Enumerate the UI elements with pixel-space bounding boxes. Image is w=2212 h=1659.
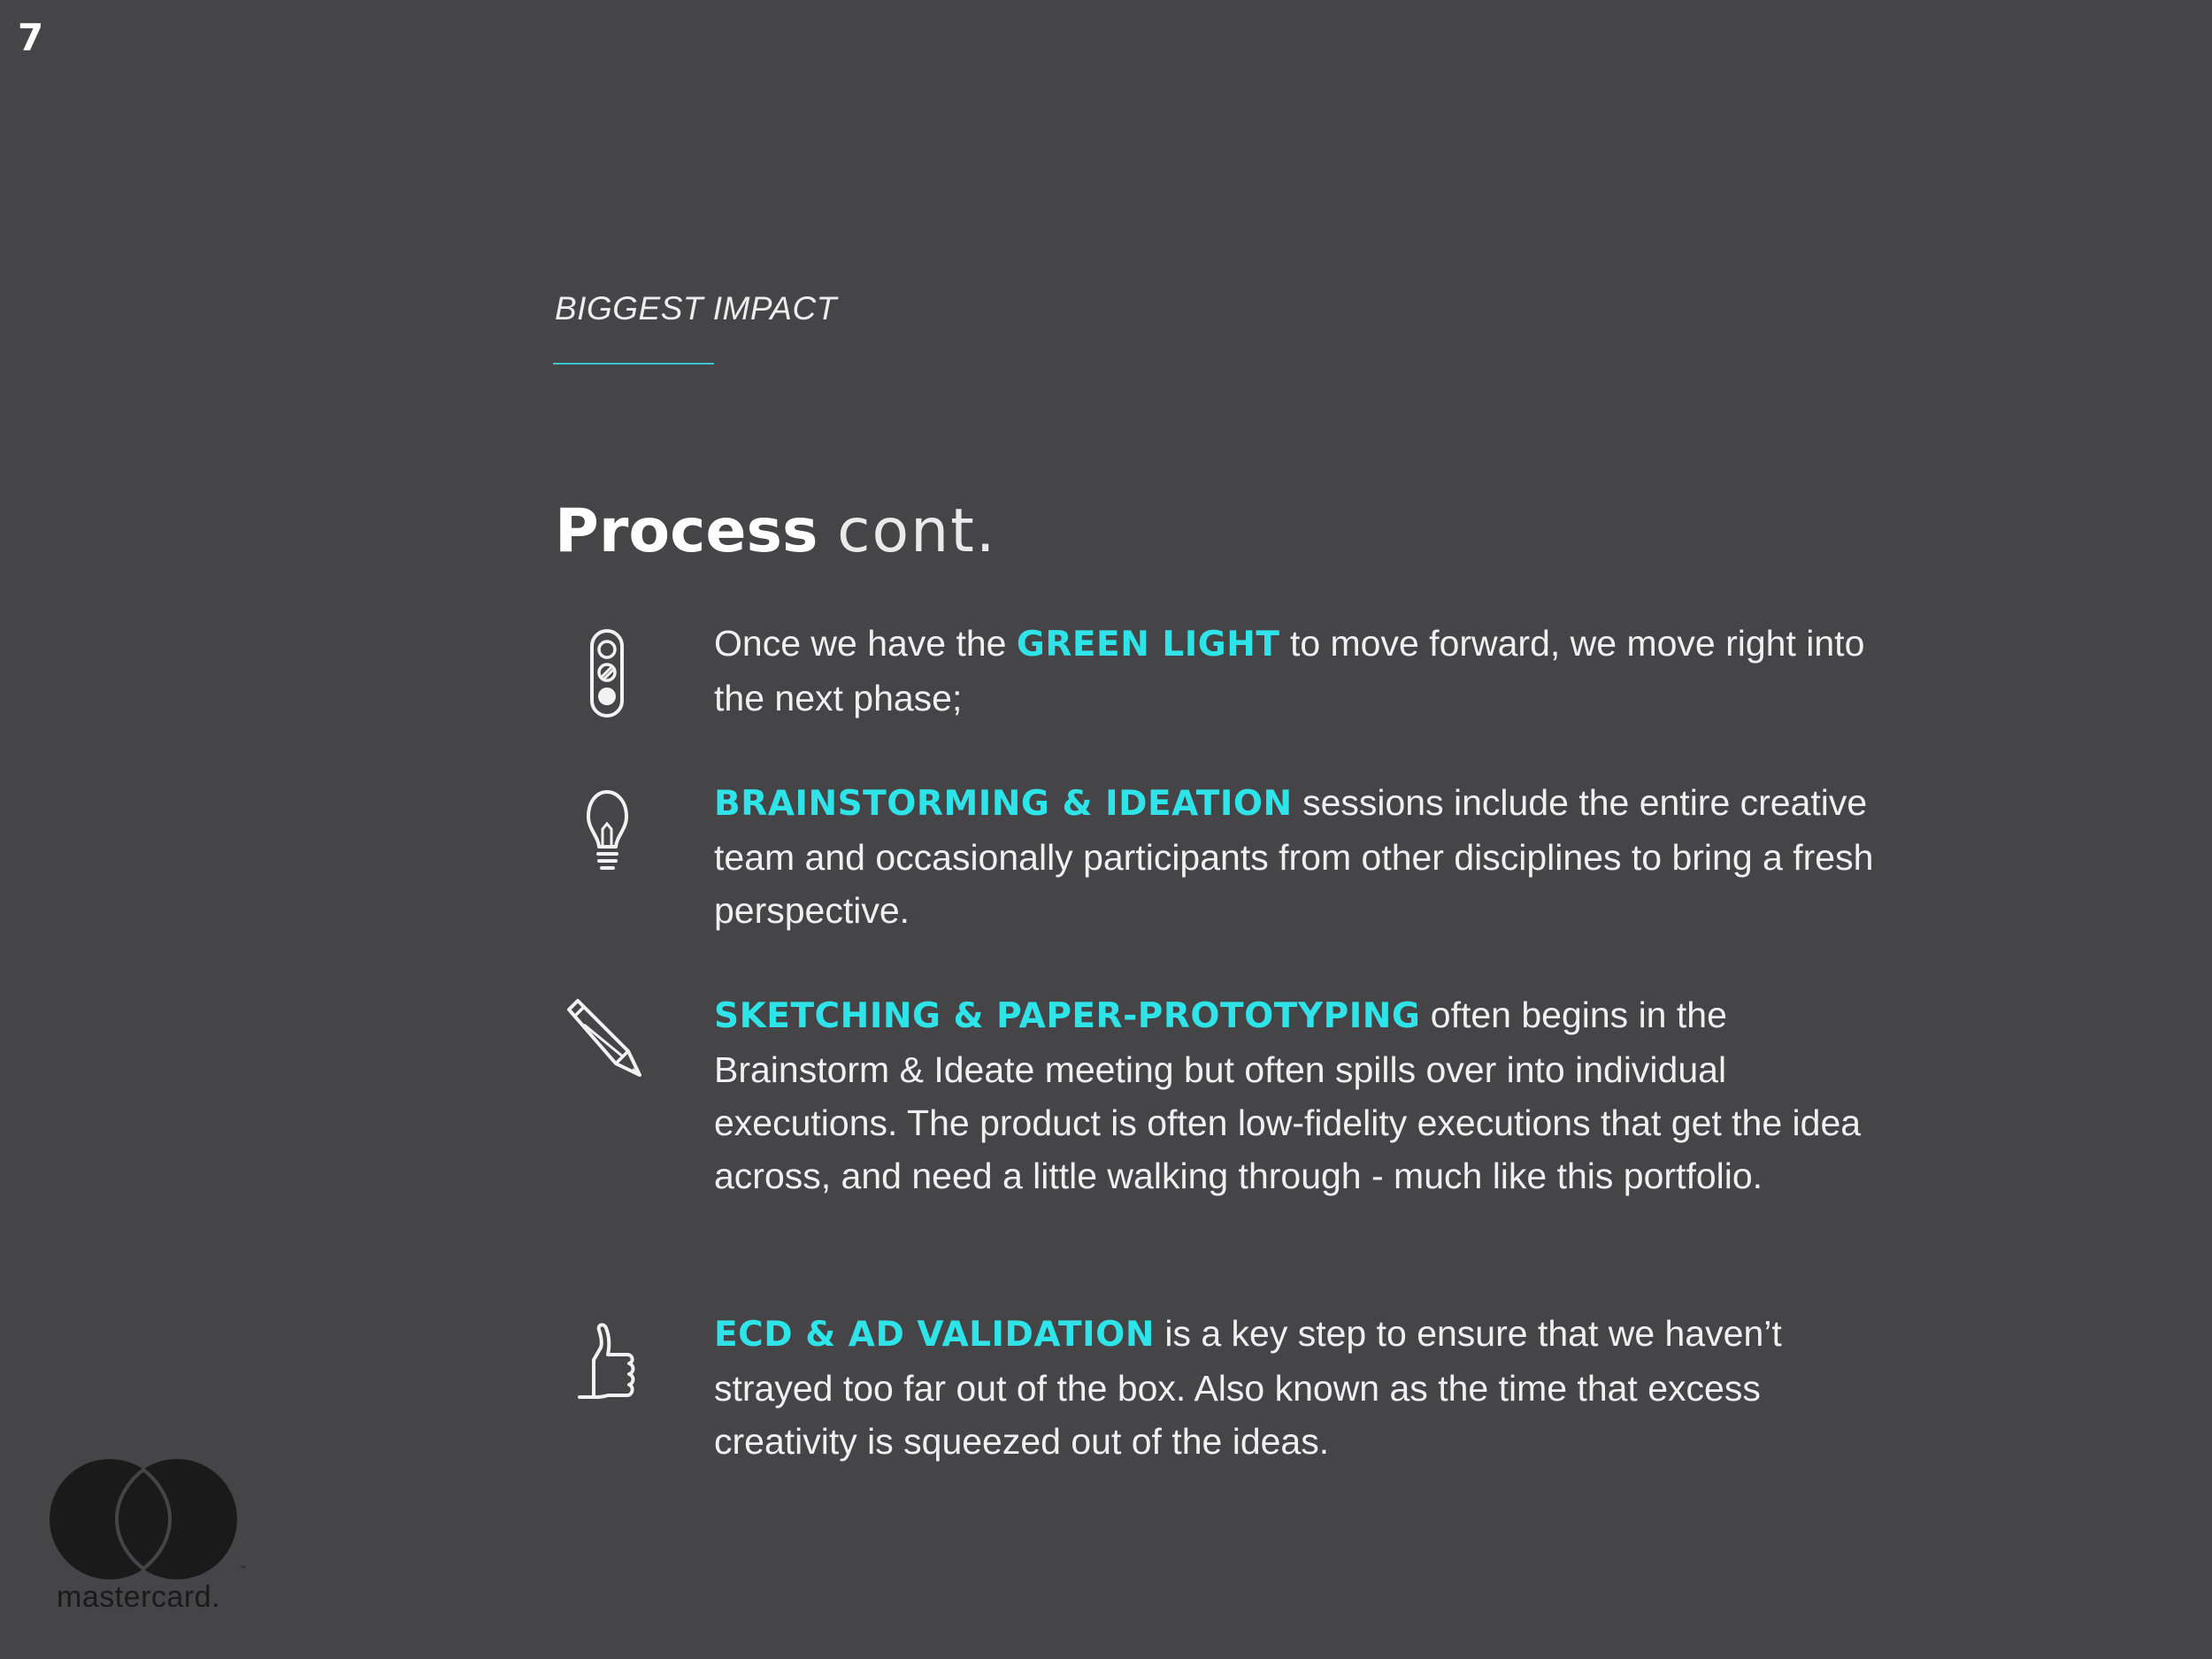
step-highlight: GREEN LIGHT bbox=[1016, 625, 1280, 664]
step-text-after: to move forward, we move right into the next phase; bbox=[714, 623, 1865, 718]
section-underline bbox=[553, 363, 714, 365]
step-text-after: often begins in the Brainstorm & Ideate meeting but often spills over into individual executions. The product is often low-fidelity executions that get the idea across, and need a little walking through - much like this portfolio. bbox=[714, 995, 1862, 1196]
process-step-text bbox=[714, 988, 1882, 1202]
section-label: BIGGEST IMPACT bbox=[555, 290, 837, 326]
lightbulb-icon bbox=[555, 785, 661, 882]
title-light: cont. bbox=[837, 496, 997, 566]
process-step-text bbox=[714, 1307, 1882, 1468]
mastercard-wordmark: mastercard. bbox=[57, 1580, 220, 1614]
title-bold: Process bbox=[555, 496, 818, 566]
pencil-icon bbox=[555, 995, 661, 1093]
process-step-text bbox=[714, 776, 1882, 937]
step-highlight: BRAINSTORMING & IDEATION bbox=[714, 784, 1293, 824]
step-highlight: ECD & AD VALIDATION bbox=[714, 1315, 1155, 1355]
traffic-light-icon bbox=[555, 629, 661, 726]
step-text-after: is a key step to ensure that we haven’t strayed too far out of the box. Also known as the time that excess creativity is squeezed out of the ideas. bbox=[714, 1313, 1782, 1462]
step-highlight: SKETCHING & PAPER-PROTOTYPING bbox=[714, 996, 1421, 1036]
page-title bbox=[555, 496, 996, 566]
step-text-after: sessions include the entire creative team and occasionally participants from other disciplines to bring a fresh perspective. bbox=[714, 782, 1874, 931]
thumbs-up-icon bbox=[555, 1316, 661, 1413]
svg-text:™: ™ bbox=[239, 1564, 246, 1572]
process-step-text bbox=[714, 617, 1882, 725]
page-number: 7 bbox=[18, 16, 44, 59]
step-text-before: Once we have the bbox=[714, 623, 1017, 664]
